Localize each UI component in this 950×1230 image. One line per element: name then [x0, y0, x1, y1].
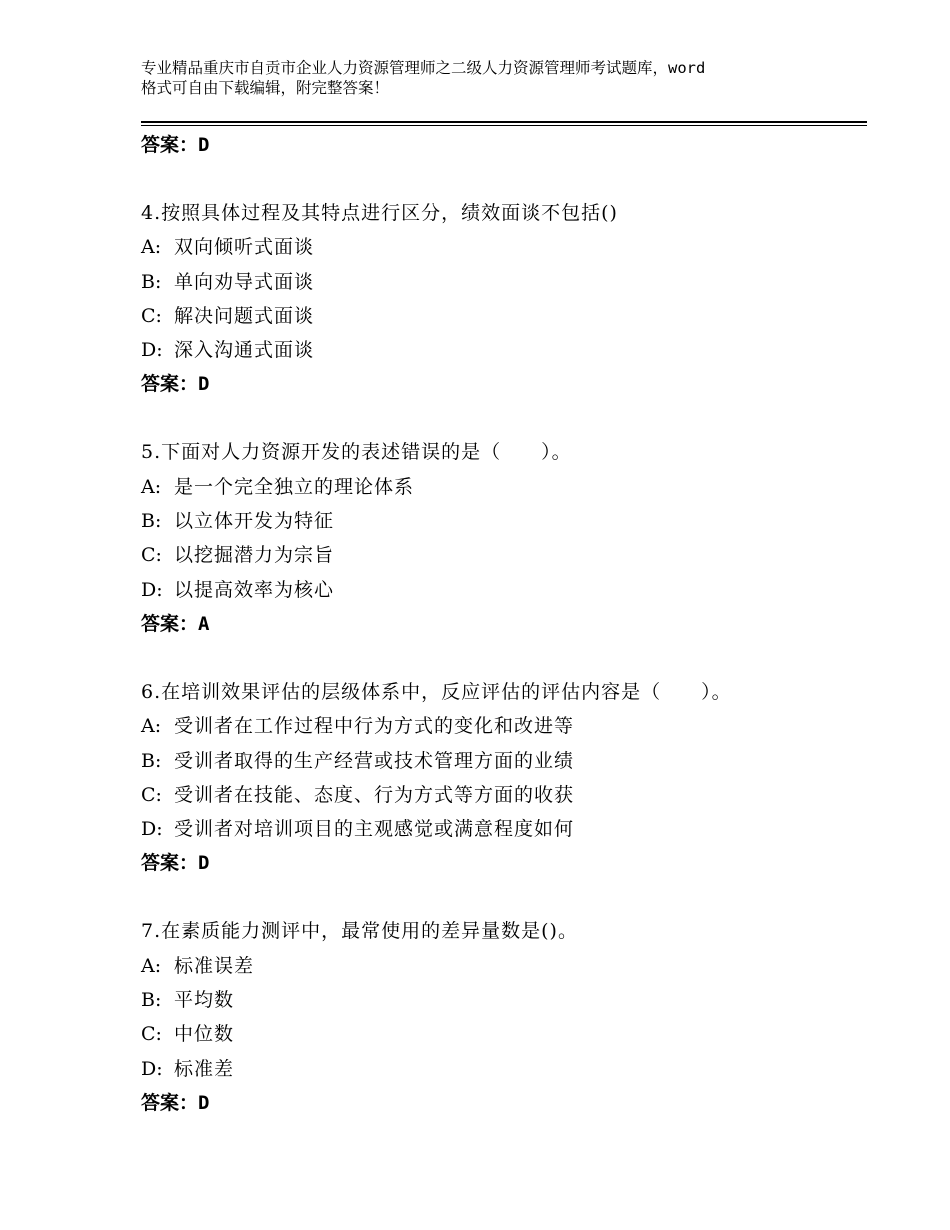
option-d — [141, 1052, 861, 1086]
option-text: 标准误差 — [174, 954, 255, 977]
option-label: B: — [141, 989, 162, 1012]
question-7 — [141, 914, 861, 1119]
option-a — [141, 709, 861, 743]
header-line-1: 专业精品重庆市自贡市企业人力资源管理师之二级人力资源管理师考试题库，word — [141, 59, 706, 77]
option-text: 以提高效率为核心 — [174, 578, 335, 601]
option-b — [141, 265, 861, 299]
option-label: B: — [141, 749, 162, 772]
document-header — [141, 58, 841, 98]
header-divider-thin — [141, 125, 867, 126]
option-text: 平均数 — [174, 989, 235, 1012]
option-a — [141, 230, 861, 264]
option-text: 以挖掘潜力为宗旨 — [174, 544, 335, 567]
option-label: D: — [141, 818, 163, 841]
header-divider-thick — [141, 121, 867, 123]
option-text: 深入沟通式面谈 — [174, 339, 315, 362]
option-label: B: — [141, 510, 162, 533]
option-label: A: — [141, 475, 162, 498]
option-c — [141, 1017, 861, 1051]
question-text: 4.按照具体过程及其特点进行区分，绩效面谈不包括() — [141, 202, 618, 224]
option-text: 解决问题式面谈 — [174, 304, 315, 327]
option-label: D: — [141, 339, 163, 362]
option-b — [141, 504, 861, 538]
previous-answer: 答案：D — [141, 134, 210, 156]
option-d — [141, 573, 861, 607]
option-label: D: — [141, 578, 163, 601]
question-text: 7.在素质能力测评中，最常使用的差异量数是()。 — [141, 920, 578, 943]
question-6 — [141, 675, 861, 880]
option-label: D: — [141, 1057, 163, 1080]
option-text: 以立体开发为特征 — [174, 510, 335, 533]
option-d — [141, 812, 861, 846]
option-text: 中位数 — [174, 1023, 235, 1046]
option-label: C: — [141, 1023, 162, 1046]
question-text: 5.下面对人力资源开发的表述错误的是（ ）。 — [141, 441, 572, 464]
option-b — [141, 744, 861, 778]
option-text: 受训者对培训项目的主观感觉或满意程度如何 — [174, 818, 575, 841]
option-label: C: — [141, 304, 162, 327]
option-text: 受训者在技能、态度、行为方式等方面的收获 — [174, 783, 575, 806]
answer: 答案：D — [141, 1091, 210, 1114]
option-text: 双向倾听式面谈 — [174, 236, 315, 259]
option-label: A: — [141, 954, 162, 977]
question-text: 6.在培训效果评估的层级体系中，反应评估的评估内容是（ ）。 — [141, 680, 732, 703]
option-d — [141, 333, 861, 367]
answer: 答案：A — [141, 612, 210, 635]
option-label: A: — [141, 715, 162, 738]
option-text: 受训者取得的生产经营或技术管理方面的业绩 — [174, 749, 575, 772]
question-5 — [141, 435, 861, 640]
option-label: C: — [141, 783, 162, 806]
option-c — [141, 778, 861, 812]
option-text: 是一个完全独立的理论体系 — [174, 475, 415, 498]
question-4 — [141, 196, 861, 401]
option-a — [141, 470, 861, 504]
header-line-2: 格式可自由下载编辑，附完整答案！ — [141, 79, 390, 97]
option-c — [141, 538, 861, 572]
option-label: A: — [141, 236, 162, 259]
option-a — [141, 949, 861, 983]
option-text: 标准差 — [174, 1057, 235, 1080]
answer: 答案：D — [141, 373, 210, 396]
option-c — [141, 299, 861, 333]
answer: 答案：D — [141, 852, 210, 875]
option-text: 单向劝导式面谈 — [174, 270, 315, 293]
option-text: 受训者在工作过程中行为方式的变化和改进等 — [174, 715, 575, 738]
option-label: B: — [141, 270, 162, 293]
option-label: C: — [141, 544, 162, 567]
option-b — [141, 983, 861, 1017]
question-list — [141, 128, 861, 1120]
